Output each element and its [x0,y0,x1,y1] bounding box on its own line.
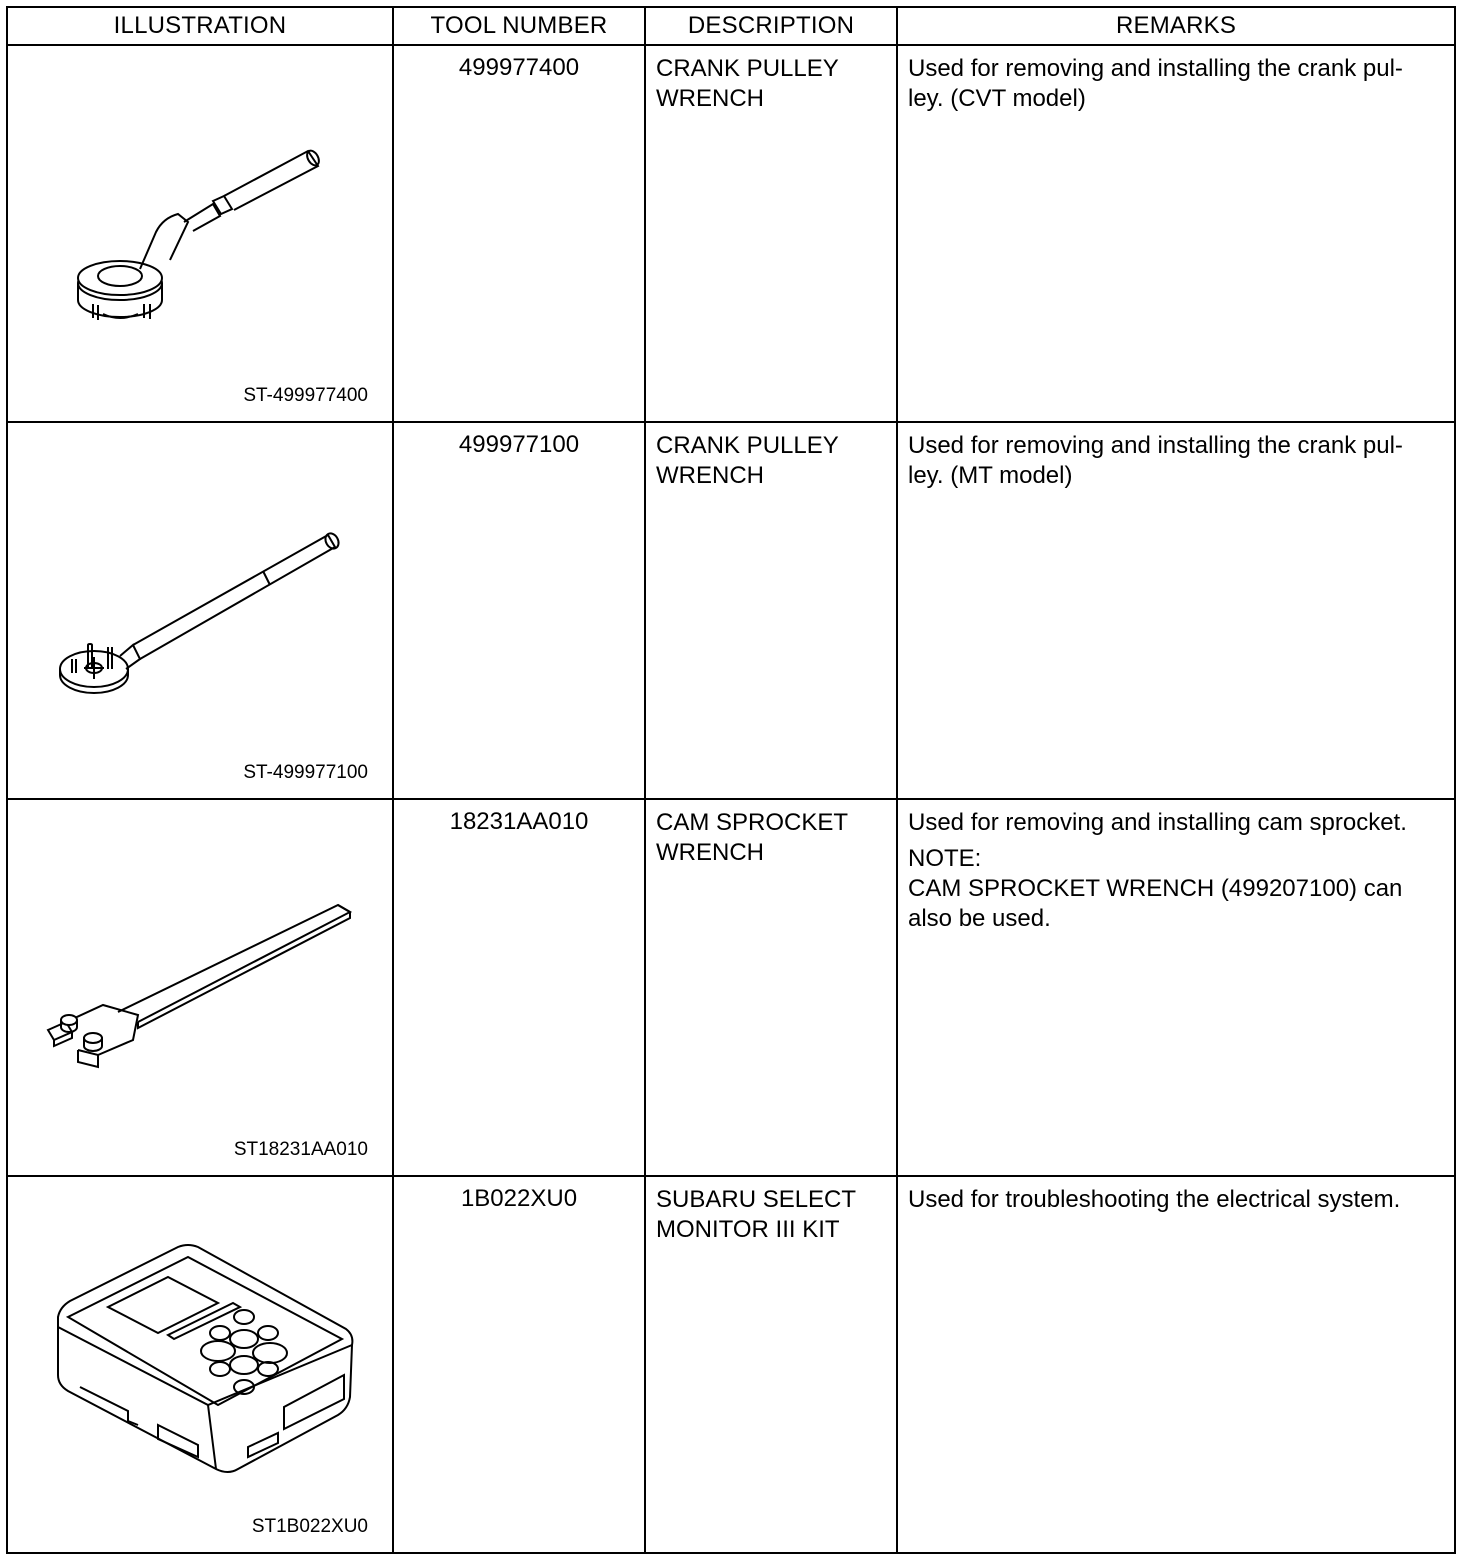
description-line: MONITOR III KIT [656,1216,840,1243]
table-row [7,799,1455,1176]
table-row [7,45,1455,422]
remarks [897,1176,1455,1553]
tool-number: 1B022XU0 [393,1176,645,1553]
illustration-code: ST-499977400 [243,385,368,406]
header-remarks: REMARKS [897,7,1455,45]
header-tool-number: TOOL NUMBER [393,7,645,45]
remarks-line: ley. (CVT model) [908,85,1086,112]
remarks-line: ley. (MT model) [908,462,1073,489]
description-line: SUBARU SELECT [656,1186,857,1213]
header-description: DESCRIPTION [645,7,897,45]
description [645,799,897,1176]
remarks-line: Used for removing and installing the crank pul- [908,55,1403,82]
illustration-cell [7,1176,393,1553]
remarks [897,799,1455,1176]
description [645,1176,897,1553]
crank-pulley-wrench-cvt-icon [8,46,394,413]
header-illustration: ILLUSTRATION [7,7,393,45]
illustration-cell [7,45,393,422]
illustration-code: ST18231AA010 [233,1139,368,1160]
header-row [7,7,1455,45]
description-line: WRENCH [656,85,764,112]
note-label: NOTE: [908,845,982,872]
description [645,422,897,799]
illustration-cell [7,422,393,799]
description-line: WRENCH [656,839,764,866]
note-line: CAM SPROCKET WRENCH (499207100) can [908,875,1403,902]
description-line: CAM SPROCKET [656,809,849,836]
table-row [7,1176,1455,1553]
illustration-code: ST1B022XU0 [251,1516,368,1537]
cam-sprocket-wrench-icon [8,800,394,1167]
remarks [897,422,1455,799]
tool-number: 18231AA010 [393,799,645,1176]
remarks [897,45,1455,422]
table-row [7,422,1455,799]
tool-number: 499977100 [393,422,645,799]
description-line: CRANK PULLEY [656,432,839,459]
remarks-line: Used for removing and installing cam sprocket. [908,809,1407,836]
description [645,45,897,422]
illustration-code: ST-499977100 [243,762,368,783]
remarks-line: Used for troubleshooting the electrical system. [908,1186,1401,1213]
crank-pulley-wrench-mt-icon [8,423,394,790]
illustration-cell [7,799,393,1176]
remarks-line: Used for removing and installing the crank pul- [908,432,1403,459]
description-line: WRENCH [656,462,764,489]
note-line: also be used. [908,905,1051,932]
description-line: CRANK PULLEY [656,55,839,82]
tool-number: 499977400 [393,45,645,422]
special-tools-table [6,6,1456,1554]
select-monitor-kit-icon [8,1177,394,1544]
